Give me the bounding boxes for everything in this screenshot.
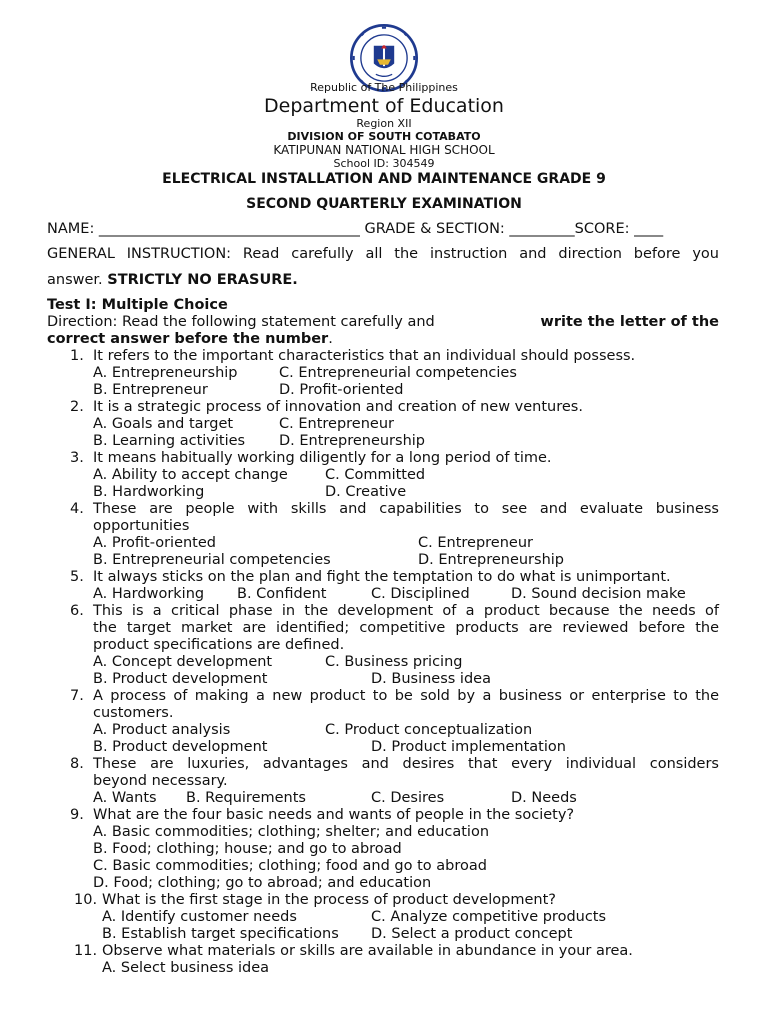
option: C. Entrepreneur xyxy=(418,535,533,551)
question-number: 11. xyxy=(74,943,98,959)
question-number: 6. xyxy=(70,603,84,619)
option: D. Creative xyxy=(325,484,407,500)
option: C. Desires xyxy=(371,790,445,806)
option: D. Business idea xyxy=(371,671,491,687)
option: A. Hardworking xyxy=(93,586,205,602)
option: D. Entrepreneurship xyxy=(279,433,425,449)
general-instruction: GENERAL INSTRUCTION: Read carefully all the instruction and direction before you xyxy=(47,246,719,262)
option: B. Product development xyxy=(93,739,268,755)
question-text: It means habitually working diligently for a long period of time. xyxy=(93,450,552,466)
option: C. Entrepreneurial competencies xyxy=(279,365,517,381)
department-title: Department of Education xyxy=(264,95,504,117)
question-number: 5. xyxy=(70,569,84,585)
option: B. Entrepreneurial competencies xyxy=(93,552,331,568)
option: D. Entrepreneurship xyxy=(418,552,564,568)
option: B. Hardworking xyxy=(93,484,205,500)
subject-title: ELECTRICAL INSTALLATION AND MAINTENANCE GRADE 9 xyxy=(162,171,606,187)
option: A. Select business idea xyxy=(102,960,270,976)
question-number: 4. xyxy=(70,501,84,517)
option: B. Learning activities xyxy=(93,433,246,449)
option: A. Identify customer needs xyxy=(102,909,297,925)
direction-line2 xyxy=(47,331,333,347)
test-title: Test I: Multiple Choice xyxy=(47,297,228,313)
school-name: KATIPUNAN NATIONAL HIGH SCHOOL xyxy=(273,143,495,157)
general-instruction-line2 xyxy=(47,272,298,288)
option: A. Ability to accept change xyxy=(93,467,288,483)
question-text-cont: opportunities xyxy=(93,518,190,534)
question-text: It is a strategic process of innovation and creation of new ventures. xyxy=(93,399,583,415)
question-number: 3. xyxy=(70,450,84,466)
question-text: What are the four basic needs and wants of people in the society? xyxy=(93,807,575,823)
option: B. Requirements xyxy=(186,790,306,806)
question-number: 7. xyxy=(70,688,84,704)
question-text: This is a critical phase in the development of a product because the needs of xyxy=(93,603,719,619)
region-label: Region XII xyxy=(356,117,412,130)
question-text-cont: product specifications are defined. xyxy=(93,637,345,653)
question-number: 1. xyxy=(70,348,84,364)
option: C. Committed xyxy=(325,467,426,483)
option: C. Analyze competitive products xyxy=(371,909,607,925)
name-grade-score-line: NAME: ____________________________________ GRADE & SECTION: _________SCORE: ____ xyxy=(47,221,664,237)
republic-label: Republic of The Philippines xyxy=(310,81,458,94)
option: D. Needs xyxy=(511,790,577,806)
option: A. Goals and target xyxy=(93,416,234,432)
question-text: What is the first stage in the process of product development? xyxy=(102,892,556,908)
option: B. Entrepreneur xyxy=(93,382,208,398)
question-text: These are luxuries, advantages and desires that every individual considers xyxy=(93,756,719,772)
option: A. Concept development xyxy=(93,654,273,670)
direction-emphasis-2: correct answer before the number xyxy=(47,331,329,347)
direction-line1 xyxy=(47,314,719,330)
question-text: Observe what materials or skills are available in abundance in your area. xyxy=(102,943,633,959)
direction-emphasis: write the letter of the xyxy=(540,314,719,330)
option: D. Sound decision make xyxy=(511,586,686,602)
school-id: School ID: 304549 xyxy=(333,157,435,170)
option: C. Business pricing xyxy=(325,654,463,670)
question-text: It refers to the important characteristics that an individual should possess. xyxy=(93,348,636,364)
question-text: It always sticks on the plan and fight the temptation to do what is unimportant. xyxy=(93,569,671,585)
direction-text: Direction: Read the following statement carefully and xyxy=(47,314,435,330)
option: C. Disciplined xyxy=(371,586,470,602)
option: A. Basic commodities; clothing; shelter; and education xyxy=(93,824,490,840)
question-text: These are people with skills and capabilities to see and evaluate business xyxy=(93,501,719,517)
exam-title: SECOND QUARTERLY EXAMINATION xyxy=(246,196,522,212)
option: A. Profit-oriented xyxy=(93,535,216,551)
question-text-cont: the target market are identified; competitive products are reviewed before the xyxy=(93,620,719,636)
option: A. Wants xyxy=(93,790,157,806)
question-text-cont: beyond necessary. xyxy=(93,773,228,789)
option: C. Basic commodities; clothing; food and go to abroad xyxy=(93,858,487,874)
option: B. Food; clothing; house; and go to abroad xyxy=(93,841,402,857)
option: C. Product conceptualization xyxy=(325,722,533,738)
option: D. Product implementation xyxy=(371,739,566,755)
option: D. Select a product concept xyxy=(371,926,573,942)
option: A. Entrepreneurship xyxy=(93,365,238,381)
question-number: 10. xyxy=(74,892,98,908)
question-text-cont: customers. xyxy=(93,705,174,721)
option: B. Establish target specifications xyxy=(102,926,339,942)
question-number: 8. xyxy=(70,756,84,772)
option: D. Food; clothing; go to abroad; and education xyxy=(93,875,432,891)
no-erasure-note: STRICTLY NO ERASURE. xyxy=(107,272,298,288)
option: B. Product development xyxy=(93,671,268,687)
question-text: A process of making a new product to be sold by a business or enterprise to the xyxy=(93,688,719,704)
option: B. Confident xyxy=(237,586,327,602)
option: C. Entrepreneur xyxy=(279,416,394,432)
general-instruction-text: answer. xyxy=(47,272,108,288)
option: D. Profit-oriented xyxy=(279,382,404,398)
option: A. Product analysis xyxy=(93,722,231,738)
question-number: 9. xyxy=(70,807,84,823)
question-number: 2. xyxy=(70,399,84,415)
direction-end: . xyxy=(328,331,333,347)
division-label: DIVISION OF SOUTH COTABATO xyxy=(287,130,481,143)
